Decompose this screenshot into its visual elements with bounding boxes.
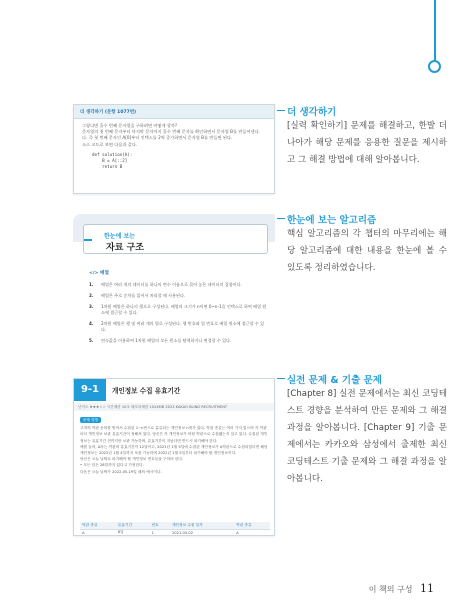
table-cell: 6달 <box>116 529 150 536</box>
definition-title-text: 배열 <box>100 271 109 276</box>
corner-accent-line <box>434 0 436 62</box>
section-text-algorithm-summary: 핵심 알고리즘의 각 챕터의 마무리에는 해당 알고리즘에 대한 내용을 한눈에 볼 수 있도록 정리하였습니다. <box>287 229 447 273</box>
problem-header <box>74 379 275 401</box>
summary-title-box <box>83 224 268 254</box>
list-number: 2. <box>89 293 94 298</box>
section-text-practice-problems: [Chapter 8] 실전 문제에서는 최신 코딩테스트 경향을 분석하여 만든 문제와 그 해결 과정을 알아봅니다. [Chapter 9] 기출 문제에서는 카카오와 삼성에서 출제한 최신 코딩테스트 기출 문제와 그 해결 과정을 알아봅니다. <box>287 389 447 484</box>
table-row <box>80 529 270 536</box>
more-thinking-sample <box>73 104 275 194</box>
list-text: 1차원 배열은 하나의 행으로 구성된다. 배열의 크기가 n이면 0~n-1을 인덱스로 하여 배열 원소에 접근할 수 있다. <box>101 304 267 315</box>
code-icon: </> <box>89 271 99 276</box>
table-header-cell: 유효기간 <box>116 522 150 529</box>
table-header-cell: 번호 <box>149 522 170 529</box>
problem-paragraph: • 모든 달은 28일까지 있다고 가정한다. <box>80 463 144 468</box>
problem-paragraph: 다음은 오늘 날짜가 2022.05.19일 때의 예시이다. <box>80 469 162 474</box>
list-item <box>89 321 269 333</box>
section-connector-line <box>277 378 285 379</box>
sample-line: 다. 즉 첫 번째 문자인 A[0]부터 인덱스를 2씩 증가하면서 문자열 B를 만들면 된다. <box>82 135 233 141</box>
problem-paragraph: 고객의 약관 동의를 얻어서 수집된 1~n번으로 분류되는 개인정보 n개가 있다. 약관 종류는 여러 가지 있으며 각 약관마다 개인정보 보관 유효기간이 정해져 있다. 당신은 각 개인정보가 어떤 약관으로 수집됐는지 알고 있다. 수집된 개인정보는 유효기간 전까지만 보관 가능하며, 유효기간이 지났다면 반드시 파기해야 한다. <box>80 426 268 443</box>
section-heading-algorithm-summary: 한눈에 보는 알고리즘 <box>287 215 377 226</box>
list-item <box>89 304 269 316</box>
problem-number: 9-1 <box>74 379 106 401</box>
table-header-cell: 개인정보 수집 일자 <box>170 522 234 529</box>
table-header-cell: 약관 종류 <box>80 522 116 529</box>
section-connector-line <box>277 218 285 219</box>
table-header-row <box>80 522 270 529</box>
section-text-more-thinking: [실력 확인하기] 문제를 해결하고, 한발 더 나아가 해당 문제를 응용한 질문을 제시하고 그 해결 방법에 대해 알아봅니다. <box>287 121 447 165</box>
list-text: 연속값을 이용하여 1차원 배열의 모든 원소를 탐색하거나 변경할 수 있다. <box>101 338 232 343</box>
problem-badge: 문제 설명 <box>80 417 101 423</box>
title-accent-bar <box>84 239 92 241</box>
list-number: 4. <box>89 321 94 326</box>
table-cell: 1 <box>149 529 170 536</box>
problem-description <box>80 417 270 475</box>
sample-body <box>74 119 274 174</box>
code-line: def solution(A): <box>92 151 133 157</box>
section-heading-practice-problems: 실전 문제 & 기출 문제 <box>287 375 382 386</box>
footer-label: 이 책의 구성 <box>368 585 413 594</box>
list-number: 3. <box>89 304 94 309</box>
code-line: B = A[::2] <box>92 158 128 164</box>
section-connector-line <box>277 110 285 111</box>
sample-line: 문자열의 첫 번째 문자부터 마지막 문자까지 홀수 번째 문자를 확인하면서 문자열 B를 만들어낸다. <box>82 129 260 135</box>
problem-meta: 난이도 ★★★☆☆ 시간제한 10초 메모리제한 1024MB 2023 KAKAO BLIND RECRUITMENT <box>74 403 275 411</box>
sample-line: 소스 코드로 보면 다음과 같다. <box>82 141 138 147</box>
definition-list <box>89 282 269 349</box>
definition-title <box>89 270 109 276</box>
table-cell: A <box>234 529 270 536</box>
list-text: 배열은 주로 순차를 읽어서 처리할 때 사용된다. <box>101 293 186 298</box>
code-block <box>82 152 266 171</box>
summary-title: 자료 구조 <box>106 243 144 253</box>
section-heading-more-thinking: 더 생각하기 <box>287 107 337 118</box>
practice-problem-sample <box>73 378 275 536</box>
list-item <box>89 282 269 288</box>
corner-accent-dot <box>428 60 441 73</box>
list-text: 배열은 여러 개의 데이터를 하나의 변수 이름으로 묶어 놓은 데이터의 집합이다. <box>101 282 242 287</box>
table-header-cell: 약관 종류 <box>234 522 270 529</box>
list-number: 5. <box>89 338 94 343</box>
page-footer <box>369 582 434 595</box>
sample-header: 더 생각하기 (문항 1077번) <box>74 105 274 119</box>
problem-table <box>80 522 270 536</box>
summary-small-label: 한눈에 보는 <box>104 233 136 240</box>
list-text: 2차원 배열은 행 및 여러 개의 열로 구성된다. 행 번호와 열 번호로 배열 원소에 접근할 수 있다. <box>101 321 265 332</box>
page-number: 11 <box>420 582 434 595</box>
table-cell: 2021.05.02 <box>170 529 234 536</box>
list-item <box>89 338 269 344</box>
problem-paragraph: 당신은 오늘 날짜로 파기해야 할 개인정보 번호들을 구하려 한다. <box>80 457 184 462</box>
problem-paragraph: 예를 들어, A라는 약관의 유효기간이 12달이고, 2021년 1월 5일에 수집된 개인정보가 A약관으로 수집되었다면 해당 개인정보는 2022년 1월 4일까지 보관 가능하며 2022년 1월 5일부터 파기해야 할 개인정보이다. <box>80 444 268 456</box>
sample-line: 그렇다면 홀수 번째 문자열을 구하려면 어떻게 할까? <box>82 123 178 128</box>
code-line: return B <box>92 164 123 170</box>
list-number: 1. <box>89 282 94 287</box>
problem-title: 개인정보 수집 유효기간 <box>112 387 181 395</box>
table-cell: A <box>80 529 116 536</box>
list-item <box>89 293 269 299</box>
